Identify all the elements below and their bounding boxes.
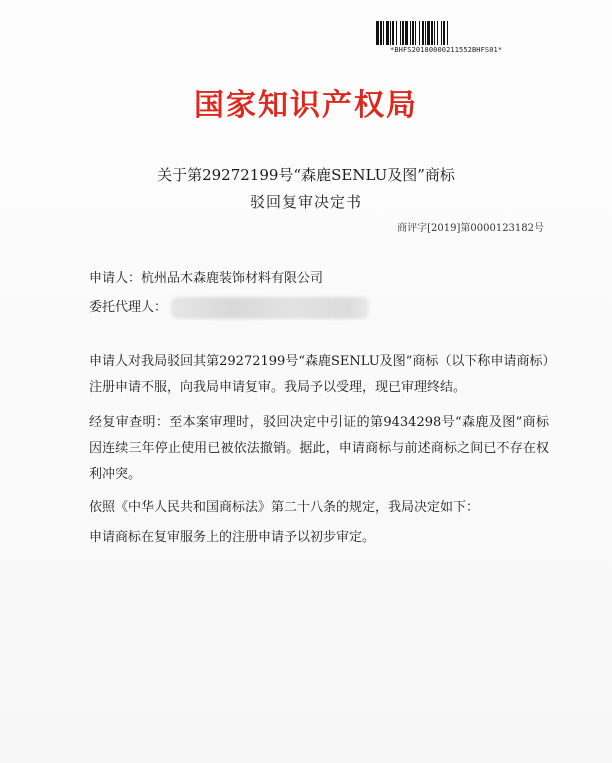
barcode-text: *BHFS20180000211552BHFS01* xyxy=(390,46,503,54)
decision-title-line1: 关于第29272199号“森鹿SENLU及图”商标 xyxy=(157,166,455,184)
applicant-label: 申请人： xyxy=(89,271,142,286)
agency-title: 国家知识产权局 xyxy=(194,88,418,123)
body-paragraph-1: 申请人对我局驳回其第29272199号“森鹿SENLU及图”商标（以下称申请商标）注册申请不服，向我局申请复审。我局予以受理，现已审理终结。 xyxy=(89,354,549,395)
body-paragraph-4: 申请商标在复审服务上的注册申请予以初步审定。 xyxy=(89,530,376,545)
applicant-name: 杭州品木森鹿装饰材料有限公司 xyxy=(141,271,324,286)
body-paragraph-2: 经复审查明：至本案审理时，驳回决定中引证的第9434298号“森鹿及图”商标因连续三年停止使用已被依法撤销。据此，申请商标与前述商标之间已不存在权利冲突。 xyxy=(89,415,549,482)
body-paragraph-3: 依照《中华人民共和国商标法》第二十八条的规定，我局决定如下： xyxy=(89,500,480,515)
redacted-agent-name xyxy=(171,297,369,319)
barcode-icon xyxy=(376,21,514,45)
applicant-row xyxy=(89,267,323,286)
agent-row xyxy=(89,296,369,319)
agent-label: 委托代理人： xyxy=(89,300,168,315)
document-number: 商评字[2019]第0000123182号 xyxy=(397,223,544,234)
decision-title-line2: 驳回复审决定书 xyxy=(249,193,362,211)
